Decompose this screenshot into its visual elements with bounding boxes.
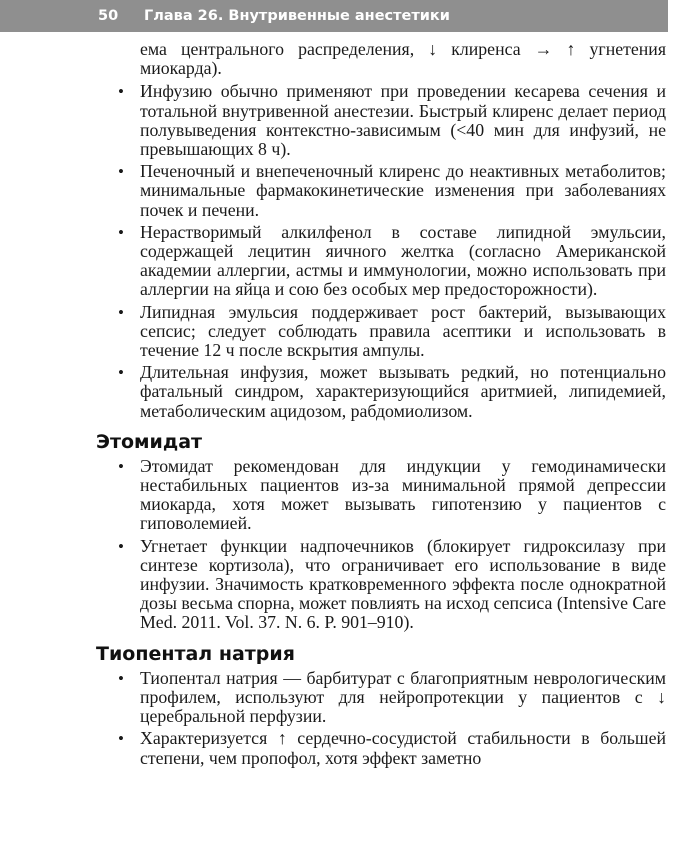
etomidate-bullet-list	[96, 457, 666, 633]
continued-paragraph: ема центрального распределения, ↓ клиренса → ↑ угнетения миокарда).	[140, 39, 666, 79]
chapter-title: Глава 26. Внутривенные анестетики	[144, 8, 450, 24]
list-item-text: Печеночный и внепеченочный клиренс до неактивных метаболитов; минимальные фармакокинетические изменения при заболеваниях почек и печени.	[140, 161, 666, 220]
page-number: 50	[98, 8, 119, 24]
list-item-text: Этомидат рекомендован для индукции у гемодинамически нестабильных пациентов из-за минимальной прямой депрессии миокарда, хотя может вызывать гипотензию у пациентов с гиповолемией.	[140, 455, 666, 534]
list-item-text: Угнетает функции надпочечников (блокирует гидроксилазу при синтезе кортизола), что ограничивает его использование в виде инфузии. Значимость кратковременного эффекта после однократной дозы весьма спорна, может повлиять на исход сепсиса (Intensive Care Med. 2011. Vol. 37. N. 6. P. 901–910).	[140, 535, 666, 633]
list-item-text: Инфузию обычно применяют при проведении кесарева сечения и тотальной внутривенной анестезии. Быстрый клиренс делает период полувыведения контекстно-зависимым (<40 мин для инфузий, не превышающих 8 ч).	[140, 81, 666, 160]
bullet-marker: •	[118, 668, 124, 688]
list-item-text: Липидная эмульсия поддерживает рост бактерий, вызывающих сепсис; следует соблюдать правила асептики и использовать в течение 12 ч после вскрытия ампулы.	[140, 301, 666, 361]
page-content	[96, 40, 666, 771]
list-item	[96, 162, 666, 220]
bullet-marker: •	[118, 456, 124, 476]
propofol-bullet-list	[96, 82, 666, 420]
section-heading-thiopental: Тиопентал натрия	[96, 642, 295, 665]
bullet-marker: •	[118, 82, 124, 102]
bullet-marker: •	[118, 536, 124, 556]
bullet-marker: •	[118, 222, 124, 242]
list-item	[96, 223, 666, 300]
bullet-marker: •	[118, 729, 124, 749]
list-item-text: Тиопентал натрия — барбитурат с благоприятным неврологическим профилем, используют для нейропротекции у пациентов с ↓ церебральной перфузии.	[140, 667, 666, 727]
list-item	[96, 303, 666, 361]
thiopental-bullet-list	[96, 669, 666, 768]
list-item	[96, 457, 666, 534]
list-item-text: Нерастворимый алкилфенол в составе липидной эмульсии, содержащей лецитин яичного желтка (согласно Американской академии аллергии, астмы и иммунологии, можно использовать при аллергии на яйца и сою без особых мер предосторожности).	[140, 221, 666, 300]
bullet-marker: •	[118, 302, 124, 322]
section-heading-etomidate: Этомидат	[96, 430, 203, 453]
running-header	[0, 0, 668, 32]
bullet-marker: •	[118, 162, 124, 182]
list-item	[96, 537, 666, 633]
list-item	[96, 729, 666, 767]
list-item	[96, 82, 666, 159]
list-item-text: Длительная инфузия, может вызывать редкий, но потенциально фатальный синдром, характеризующийся аритмией, липидемией, метаболическим ацидозом, рабдомиолизом.	[140, 362, 666, 421]
list-item	[96, 363, 666, 421]
list-item	[96, 669, 666, 727]
list-item-text: Характеризуется ↑ сердечно-сосудистой стабильности в большей степени, чем пропофол, хотя эффект заметно	[140, 728, 666, 768]
bullet-marker: •	[118, 363, 124, 383]
